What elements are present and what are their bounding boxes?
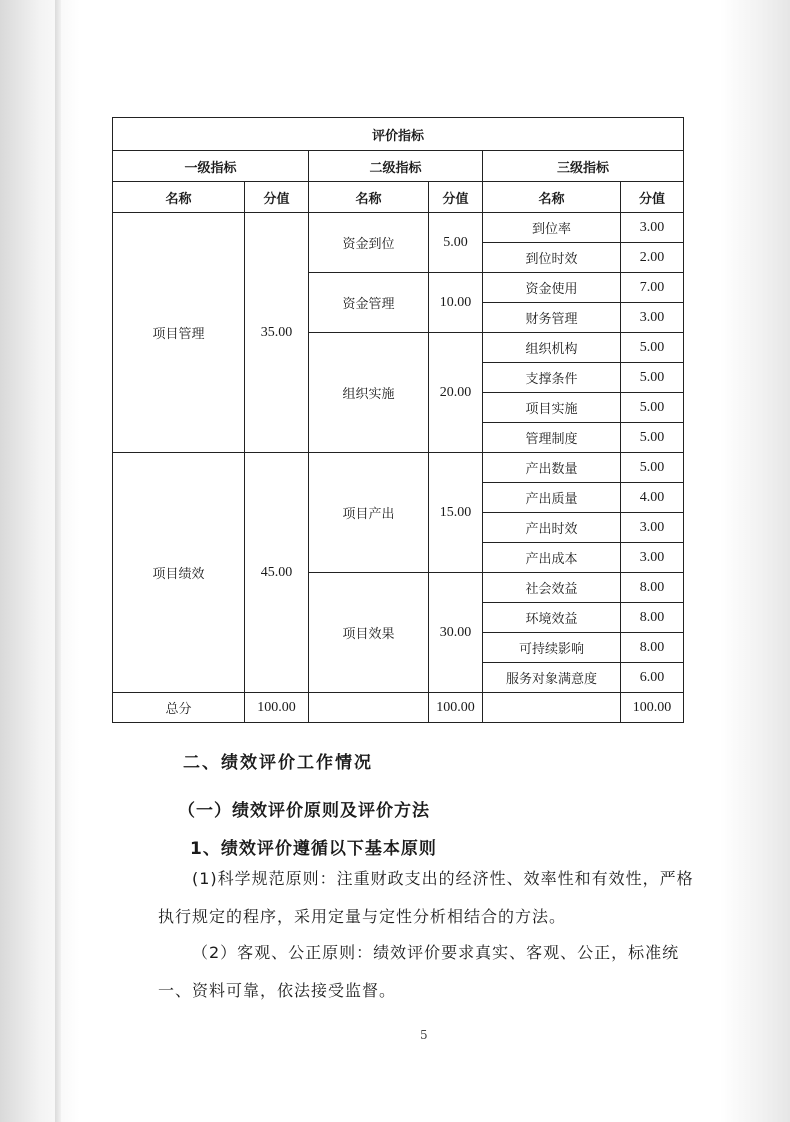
level2-name: 组织实施 <box>309 333 429 453</box>
level3-score: 5.00 <box>621 423 684 453</box>
section-heading: 二、绩效评价工作情况 <box>183 753 373 773</box>
level1-score: 45.00 <box>245 453 309 693</box>
total-level2-score: 100.00 <box>429 693 483 723</box>
evaluation-index-table <box>112 117 684 723</box>
level3-score: 7.00 <box>621 273 684 303</box>
level3-name: 到位率 <box>483 213 621 243</box>
level3-score: 3.00 <box>621 513 684 543</box>
total-row <box>113 693 684 723</box>
level3-header: 三级指标 <box>483 151 684 182</box>
level3-name: 可持续影响 <box>483 633 621 663</box>
total-label: 总分 <box>113 693 245 723</box>
level2-score-header: 分值 <box>429 182 483 213</box>
level3-name: 项目实施 <box>483 393 621 423</box>
paragraph-scientific-principle <box>158 860 698 936</box>
level2-score: 20.00 <box>429 333 483 453</box>
level3-score: 8.00 <box>621 573 684 603</box>
section-subsubheading: 1、绩效评价遵循以下基本原则 <box>190 839 437 859</box>
table-row <box>113 213 684 243</box>
level3-score: 5.00 <box>621 393 684 423</box>
level1-name-header: 名称 <box>113 182 245 213</box>
section-subheading: （一）绩效评价原则及评价方法 <box>178 801 430 821</box>
level2-name: 资金到位 <box>309 213 429 273</box>
total-level1-score: 100.00 <box>245 693 309 723</box>
level3-name: 支撑条件 <box>483 363 621 393</box>
level3-score: 2.00 <box>621 243 684 273</box>
level3-name: 产出数量 <box>483 453 621 483</box>
level3-score: 6.00 <box>621 663 684 693</box>
level3-score: 3.00 <box>621 303 684 333</box>
level2-name-header: 名称 <box>309 182 429 213</box>
level3-score: 5.00 <box>621 333 684 363</box>
level3-name: 产出时效 <box>483 513 621 543</box>
paragraph-text: （2）客观、公正原则：绩效评价要求真实、客观、公正，标准统一、资料可靠，依法接受监督。 <box>158 943 680 1000</box>
level1-name: 项目管理 <box>113 213 245 453</box>
level2-name: 资金管理 <box>309 273 429 333</box>
level3-score: 8.00 <box>621 633 684 663</box>
total-level3-blank <box>483 693 621 723</box>
level3-score: 3.00 <box>621 213 684 243</box>
level3-score: 5.00 <box>621 363 684 393</box>
level3-score: 3.00 <box>621 543 684 573</box>
level3-name: 财务管理 <box>483 303 621 333</box>
total-level2-blank <box>309 693 429 723</box>
paragraph-objective-principle <box>158 934 698 1010</box>
level2-score: 10.00 <box>429 273 483 333</box>
level3-name: 社会效益 <box>483 573 621 603</box>
level2-score: 15.00 <box>429 453 483 573</box>
table-title: 评价指标 <box>113 118 684 151</box>
level2-header: 二级指标 <box>309 151 483 182</box>
level2-score: 30.00 <box>429 573 483 693</box>
level3-name: 产出成本 <box>483 543 621 573</box>
level3-name: 环境效益 <box>483 603 621 633</box>
level2-score: 5.00 <box>429 213 483 273</box>
level3-score: 5.00 <box>621 453 684 483</box>
level3-score: 4.00 <box>621 483 684 513</box>
level3-name: 管理制度 <box>483 423 621 453</box>
table-row <box>113 453 684 483</box>
level3-name: 组织机构 <box>483 333 621 363</box>
paragraph-text: (1)科学规范原则：注重财政支出的经济性、效率性和有效性，严格执行规定的程序，采用定量与定性分析相结合的方法。 <box>158 869 694 926</box>
level1-header: 一级指标 <box>113 151 309 182</box>
book-spine-shadow <box>55 0 61 1122</box>
level3-name: 资金使用 <box>483 273 621 303</box>
level2-name: 项目产出 <box>309 453 429 573</box>
level1-score: 35.00 <box>245 213 309 453</box>
level3-name-header: 名称 <box>483 182 621 213</box>
level3-score-header: 分值 <box>621 182 684 213</box>
level1-name: 项目绩效 <box>113 453 245 693</box>
level3-name: 产出质量 <box>483 483 621 513</box>
total-level3-score: 100.00 <box>621 693 684 723</box>
page-number: 5 <box>420 1028 428 1042</box>
level3-name: 到位时效 <box>483 243 621 273</box>
level3-name: 服务对象满意度 <box>483 663 621 693</box>
level3-score: 8.00 <box>621 603 684 633</box>
level2-name: 项目效果 <box>309 573 429 693</box>
level1-score-header: 分值 <box>245 182 309 213</box>
